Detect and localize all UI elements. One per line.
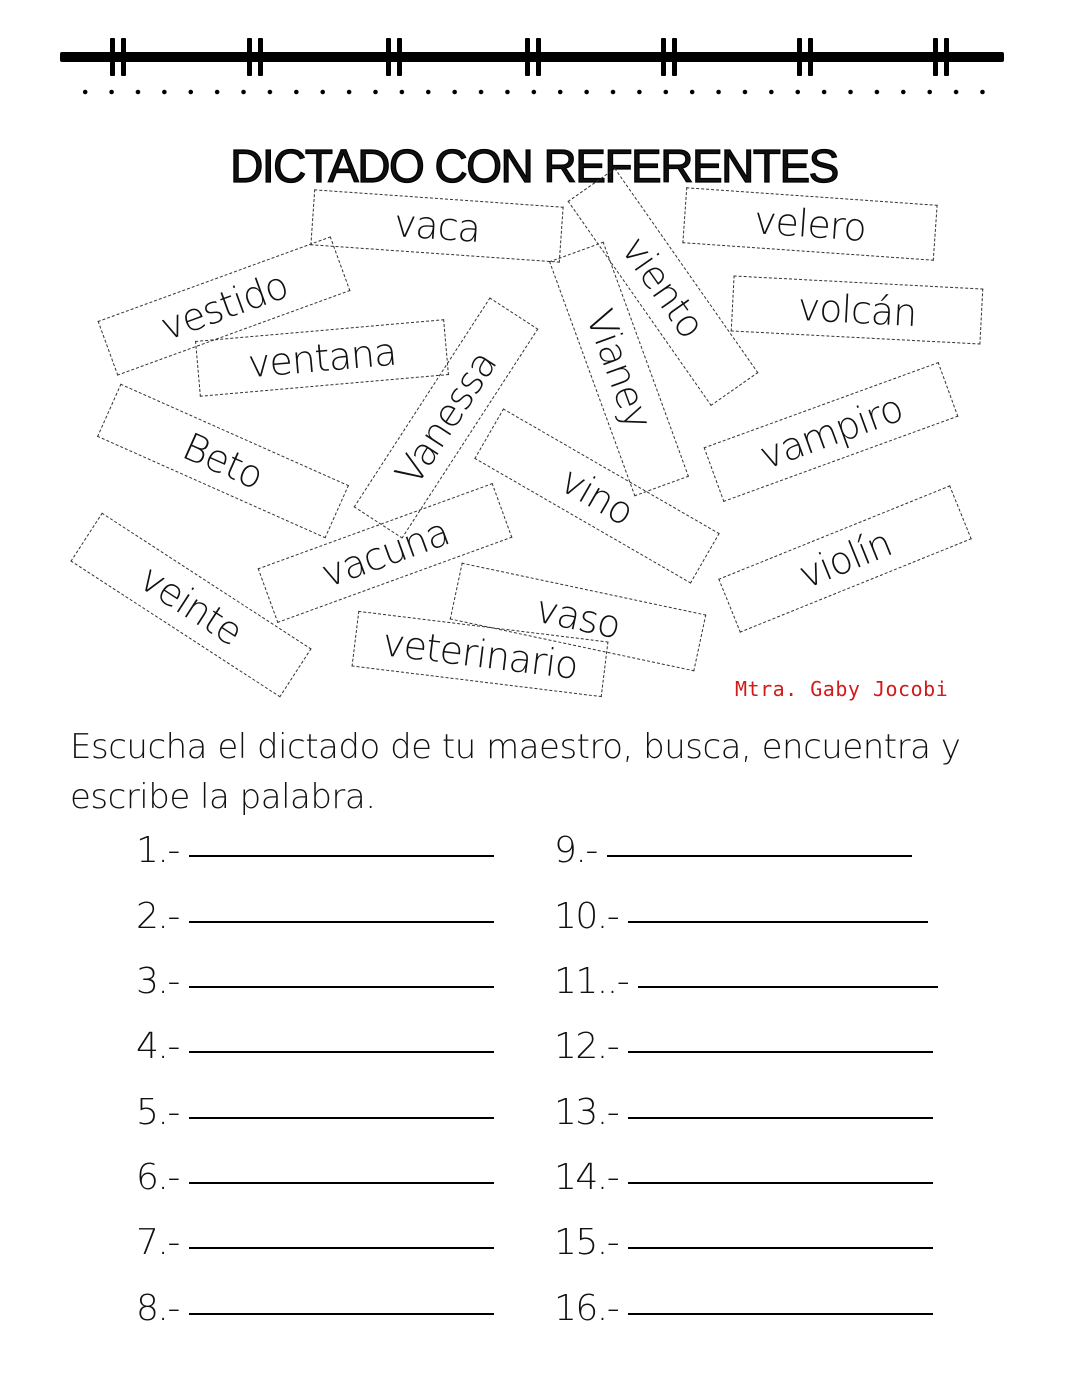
word-card-vanessa: Vanessa — [354, 297, 539, 538]
answer-number: 7.- — [136, 1222, 179, 1263]
answer-row-8[interactable] — [136, 1288, 494, 1329]
word-card-velero: velero — [682, 187, 937, 260]
answer-row-11[interactable] — [554, 961, 938, 1002]
answer-row-2[interactable] — [136, 896, 494, 937]
answer-line[interactable] — [628, 1182, 933, 1184]
answer-line[interactable] — [189, 1182, 494, 1184]
dotted-rule — [72, 88, 992, 96]
answer-line[interactable] — [628, 1051, 933, 1053]
word-card-veinte: veinte — [70, 513, 311, 698]
answer-number: 6.- — [136, 1157, 179, 1198]
answer-row-3[interactable] — [136, 961, 494, 1002]
answer-number: 9.- — [554, 830, 597, 871]
page-title: DICTADO CON REFERENTES — [230, 139, 838, 192]
answer-row-9[interactable] — [554, 830, 912, 871]
answer-line[interactable] — [628, 1117, 933, 1119]
instructions: Escucha el dictado de tu maestro, busca, encuentra y escribe la palabra. — [70, 727, 961, 817]
answer-number: 14.- — [554, 1157, 619, 1198]
answer-number: 15.- — [554, 1222, 619, 1263]
answer-row-1[interactable] — [136, 830, 494, 871]
answer-line[interactable] — [189, 986, 494, 988]
answer-line[interactable] — [628, 1247, 933, 1249]
answer-line[interactable] — [189, 1247, 494, 1249]
word-card-vaca: vaca — [310, 189, 563, 262]
answer-row-15[interactable] — [554, 1222, 933, 1263]
word-card-volcan: volcán — [731, 275, 984, 344]
answer-line[interactable] — [189, 1117, 494, 1119]
answer-line[interactable] — [189, 855, 494, 857]
word-card-vacuna: vacuna — [258, 483, 513, 623]
answer-row-7[interactable] — [136, 1222, 494, 1263]
answer-line[interactable] — [189, 1313, 494, 1315]
answer-row-14[interactable] — [554, 1157, 933, 1198]
answer-row-5[interactable] — [136, 1092, 494, 1133]
answer-line[interactable] — [628, 921, 928, 923]
answer-line[interactable] — [189, 921, 494, 923]
answer-number: 4.- — [136, 1026, 179, 1067]
word-card-vestido: vestido — [98, 236, 351, 375]
answer-row-4[interactable] — [136, 1026, 494, 1067]
answer-row-12[interactable] — [554, 1026, 933, 1067]
word-card-viento: viento — [568, 168, 759, 406]
answer-number: 11..- — [554, 961, 629, 1002]
answer-line[interactable] — [638, 986, 938, 988]
answer-row-13[interactable] — [554, 1092, 933, 1133]
word-card-vaso: vaso — [450, 563, 707, 672]
answer-line[interactable] — [607, 855, 912, 857]
word-card-violin: violín — [718, 485, 972, 632]
word-card-vianey: Vianey — [549, 242, 689, 497]
answer-number: 12.- — [554, 1026, 619, 1067]
author-signature: Mtra. Gaby Jocobi — [735, 677, 949, 701]
word-card-veterinario: veterinario — [352, 611, 609, 697]
answer-number: 8.- — [136, 1288, 179, 1329]
answer-line[interactable] — [189, 1051, 494, 1053]
word-card-vino: vino — [474, 408, 720, 583]
word-card-vampiro: vampiro — [704, 362, 959, 502]
answer-row-10[interactable] — [554, 896, 928, 937]
answer-number: 2.- — [136, 896, 179, 937]
answer-number: 13.- — [554, 1092, 619, 1133]
word-card-ventana: ventana — [195, 319, 449, 397]
answer-line[interactable] — [628, 1313, 933, 1315]
answer-number: 10.- — [554, 896, 619, 937]
answer-number: 16.- — [554, 1288, 619, 1329]
answer-row-6[interactable] — [136, 1157, 494, 1198]
answer-number: 3.- — [136, 961, 179, 1002]
top-border — [60, 52, 1004, 62]
answer-row-16[interactable] — [554, 1288, 933, 1329]
word-card-beto: Beto — [97, 384, 349, 539]
answer-number: 5.- — [136, 1092, 179, 1133]
answer-number: 1.- — [136, 830, 179, 871]
